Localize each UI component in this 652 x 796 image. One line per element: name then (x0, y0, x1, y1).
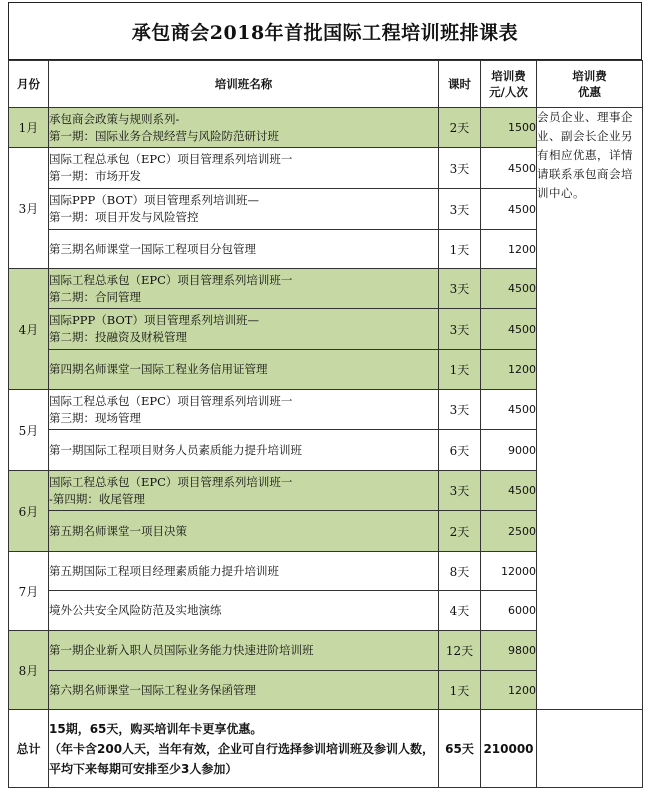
course-name (49, 189, 439, 230)
header-fee-line1: 培训费 (491, 69, 526, 83)
duration-cell: 1天 (439, 671, 481, 710)
course-line2: 第一期：国际业务合规经营与风险防范研讨班 (49, 128, 279, 143)
table-row (9, 108, 643, 148)
total-label: 总计 (9, 710, 49, 788)
header-fee (481, 61, 537, 108)
month-cell: 8月 (9, 631, 49, 710)
course-line2: 第二期：合同管理 (49, 289, 141, 304)
course-name (49, 671, 439, 710)
month-cell: 5月 (9, 390, 49, 471)
header-discount (537, 61, 643, 108)
total-line1: 15期，65天，购买培训年卡更享优惠。 (49, 721, 263, 736)
fee-cell: 4500 (481, 148, 537, 189)
header-row (9, 61, 643, 108)
course-line1: 第五期名师课堂一项目决策 (49, 523, 187, 538)
course-line1: 第六期名师课堂一国际工程业务保函管理 (49, 682, 256, 697)
course-name (49, 230, 439, 269)
total-duration: 65天 (439, 710, 481, 788)
month-cell: 6月 (9, 471, 49, 552)
course-line1: 国际工程总承包（EPC）项目管理系列培训班一 (49, 152, 293, 166)
course-line1: 国际PPP（BOT）项目管理系列培训班— (49, 313, 259, 327)
duration-cell: 3天 (439, 309, 481, 350)
fee-cell: 6000 (481, 591, 537, 631)
duration-cell: 1天 (439, 350, 481, 390)
course-line1: 第四期名师课堂一国际工程业务信用证管理 (49, 362, 268, 376)
fee-cell: 1200 (481, 230, 537, 269)
course-name (49, 471, 439, 511)
discount-note: 会员企业、理事企业、副会长企业另有相应优惠，详情请联系承包商会培训中心。 (537, 108, 643, 710)
course-line2: 第三期：现场管理 (49, 410, 141, 425)
course-name (49, 350, 439, 390)
duration-cell: 3天 (439, 148, 481, 189)
course-line2: 第一期：项目开发与风险管控 (49, 210, 199, 224)
course-line1: 第一期国际工程项目财务人员素质能力提升培训班 (49, 442, 302, 457)
duration-cell: 2天 (439, 511, 481, 552)
course-line2: 第二期：投融资及财税管理 (49, 330, 187, 344)
duration-cell: 12天 (439, 631, 481, 671)
header-duration: 课时 (439, 61, 481, 108)
duration-cell: 1天 (439, 230, 481, 269)
fee-cell: 9000 (481, 430, 537, 471)
total-row (9, 710, 643, 788)
course-name (49, 591, 439, 631)
duration-cell: 6天 (439, 430, 481, 471)
course-line1: 承包商会政策与规则系列- (49, 111, 180, 126)
course-line1: 第五期国际工程项目经理素质能力提升培训班 (49, 563, 279, 578)
duration-cell: 4天 (439, 591, 481, 631)
duration-cell: 3天 (439, 189, 481, 230)
fee-cell: 4500 (481, 269, 537, 309)
header-discount-line1: 培训费 (572, 69, 607, 83)
total-empty-cell (537, 710, 643, 788)
fee-cell: 1500 (481, 108, 537, 148)
header-course: 培训班名称 (49, 61, 439, 108)
course-line1: 境外公共安全风险防范及实地演练 (49, 603, 222, 617)
course-name (49, 390, 439, 430)
month-cell: 4月 (9, 269, 49, 390)
schedule-sheet (8, 2, 644, 792)
month-cell: 1月 (9, 108, 49, 148)
total-line2: （年卡含200人天，当年有效，企业可自行选择参训培训班及参训人数，平均下来每期可安排至少3人参加） (49, 741, 435, 776)
header-month: 月份 (9, 61, 49, 108)
course-line1: 国际工程总承包（EPC）项目管理系列培训班一 (49, 272, 293, 287)
duration-cell: 2天 (439, 108, 481, 148)
fee-cell: 4500 (481, 309, 537, 350)
schedule-table (8, 60, 643, 788)
fee-cell: 9800 (481, 631, 537, 671)
schedule-body (9, 108, 643, 788)
course-line1: 国际工程总承包（EPC）项目管理系列培训班一 (49, 474, 293, 489)
course-line1: 国际PPP（BOT）项目管理系列培训班— (49, 193, 259, 207)
fee-cell: 4500 (481, 390, 537, 430)
course-line1: 第一期企业新入职人员国际业务能力快速进阶培训班 (49, 643, 314, 657)
total-description (49, 710, 439, 788)
course-name (49, 269, 439, 309)
fee-cell: 1200 (481, 671, 537, 710)
course-name (49, 511, 439, 552)
month-cell: 3月 (9, 148, 49, 269)
duration-cell: 3天 (439, 390, 481, 430)
duration-cell: 8天 (439, 552, 481, 591)
fee-cell: 12000 (481, 552, 537, 591)
course-line1: 第三期名师课堂一国际工程项目分包管理 (49, 241, 256, 256)
course-line2: 第一期：市场开发 (49, 169, 141, 183)
page-title: 承包商会2018年首批国际工程培训班排课表 (8, 2, 642, 60)
header-discount-line2: 优惠 (578, 85, 601, 99)
month-cell: 7月 (9, 552, 49, 631)
course-name (49, 309, 439, 350)
duration-cell: 3天 (439, 471, 481, 511)
fee-cell: 4500 (481, 471, 537, 511)
fee-cell: 2500 (481, 511, 537, 552)
course-name (49, 631, 439, 671)
course-name (49, 148, 439, 189)
course-name (49, 108, 439, 148)
course-line1: 国际工程总承包（EPC）项目管理系列培训班一 (49, 393, 293, 408)
duration-cell: 3天 (439, 269, 481, 309)
course-name (49, 552, 439, 591)
total-fee: 210000 (481, 710, 537, 788)
fee-cell: 4500 (481, 189, 537, 230)
header-fee-line2: 元/人次 (489, 85, 528, 99)
fee-cell: 1200 (481, 350, 537, 390)
course-name (49, 430, 439, 471)
course-line2: -第四期：收尾管理 (49, 491, 145, 506)
